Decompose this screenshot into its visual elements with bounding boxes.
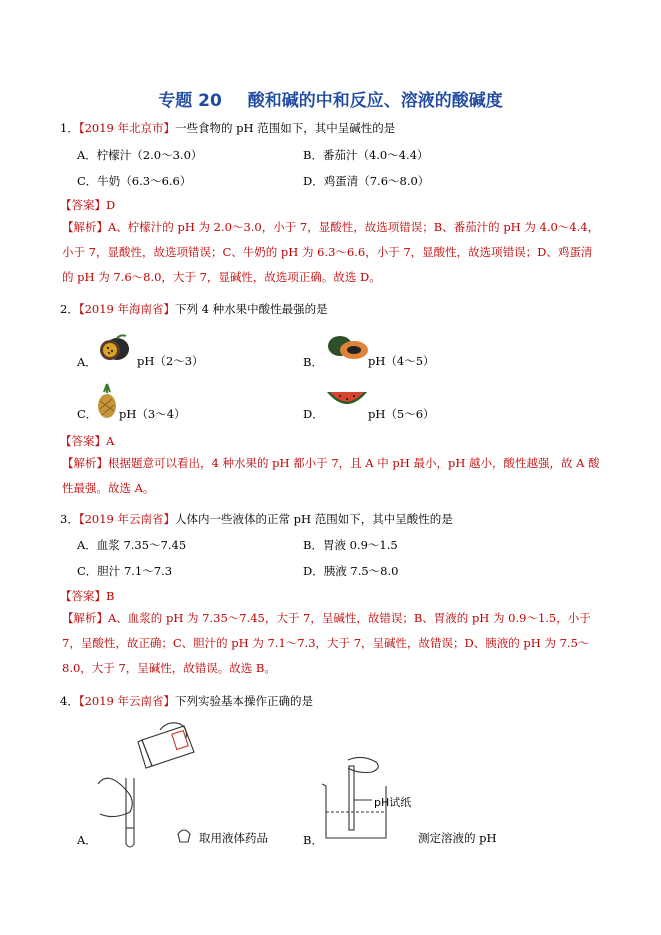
q3-answer-value: B [106, 589, 115, 603]
watermelon-image [325, 386, 369, 414]
q4-number: 4． [60, 694, 79, 708]
q1-option-c: C．牛奶（6.3～6.6） [77, 174, 192, 188]
q2-source-tag: 【2019 年海南省】 [78, 302, 175, 316]
q3-analysis-text: A、血浆的 pH 为 7.35～7.45，大于 7，呈碱性，故错误；B、胃液的 pH 为 0.9～1.5，小于 7，呈酸性，故正确；C、胆汁的 pH 为 7.1～7.3，大于 7，呈碱性，故错误；D、胰液的 pH 为 7.5～8.0，大于 7，呈碱性，故错误。故选 B。 [62, 611, 591, 675]
q2-answer [60, 433, 114, 449]
q2-option-b-ph: pH（4～5） [368, 354, 435, 368]
papaya-image [326, 333, 370, 363]
q1-source-tag: 【2019 年北京市】 [78, 121, 175, 135]
q3-option-c: C．胆汁 7.1～7.3 [77, 564, 173, 578]
q1-analysis [62, 215, 602, 290]
q4-option-a-letter: A． [77, 833, 97, 847]
q3-answer-label: 【答案】 [60, 589, 106, 603]
q4-option-a-caption: 取用液体药品 [199, 831, 268, 845]
q4-source-tag: 【2019 年云南省】 [78, 694, 175, 708]
q3-stem-text: 人体内一些液体的正常 pH 范围如下，其中呈酸性的是 [175, 512, 453, 526]
q1-analysis-text: A、柠檬汁的 pH 为 2.0～3.0，小于 7，显酸性，故选项错误；B、番茄汁的 pH 为 4.0～4.4，小于 7，显酸性，故选项错误；C、牛奶的 pH 为 6.3～6.6，小于 7，显酸性，故选项错误；D、鸡蛋清的 pH 为 7.6～8.0，大于 7，显碱性，故选项正确。故选 D。 [62, 220, 600, 284]
q1-number: 1． [60, 121, 79, 135]
q2-analysis-label: 【解析】 [62, 456, 108, 470]
q2-answer-label: 【答案】 [60, 434, 106, 448]
q2-analysis [62, 451, 602, 501]
q1-answer [60, 197, 115, 213]
q4-stem [60, 693, 313, 709]
q2-stem [60, 301, 328, 317]
q4-option-b-caption: 测定溶液的 pH [418, 831, 497, 845]
q2-option-b-letter: B． [303, 355, 323, 369]
q2-number: 2． [60, 302, 79, 316]
q4-option-b-letter: B． [303, 833, 323, 847]
title-text: 酸和碱的中和反应、溶液的酸碱度 [247, 91, 503, 111]
q3-option-a: A．血浆 7.35～7.45 [77, 538, 187, 552]
q1-stem [60, 120, 395, 136]
q3-analysis [62, 606, 602, 681]
q1-option-a: A．柠檬汁（2.0～3.0） [77, 148, 203, 162]
q1-option-d: D．鸡蛋清（7.6～8.0） [303, 174, 430, 188]
q2-answer-value: A [106, 434, 115, 448]
q1-analysis-label: 【解析】 [62, 220, 108, 234]
q2-option-c-ph: pH（3～4） [119, 407, 186, 421]
q3-answer [60, 588, 114, 604]
pouring-liquid-illustration [90, 718, 210, 850]
passion-fruit-image [93, 333, 135, 363]
page-title [0, 86, 661, 111]
q2-option-d-ph: pH（5～6） [368, 407, 435, 421]
q3-source-tag: 【2019 年云南省】 [78, 512, 175, 526]
q2-option-a-ph: pH（2～3） [137, 354, 204, 368]
title-prefix: 专题 20 [158, 91, 222, 111]
q1-answer-label: 【答案】 [60, 198, 106, 212]
q2-option-c-letter: C． [77, 407, 98, 421]
q1-answer-value: D [106, 198, 116, 212]
q1-stem-text: 一些食物的 pH 范围如下，其中呈碱性的是 [175, 121, 396, 135]
q3-number: 3． [60, 512, 79, 526]
q2-option-a-letter: A． [77, 355, 97, 369]
ph-paper-label: pH试纸 [374, 796, 412, 809]
q2-option-d-letter: D． [303, 407, 324, 421]
q2-stem-text: 下列 4 种水果中酸性最强的是 [175, 302, 328, 316]
q3-analysis-label: 【解析】 [62, 611, 108, 625]
q2-analysis-text: 根据题意可以看出，4 种水果的 pH 都小于 7，且 A 中 pH 最小，pH 越小，酸性越强，故 A 酸性最强。故选 A。 [62, 456, 600, 495]
q4-stem-text: 下列实验基本操作正确的是 [175, 694, 313, 708]
q3-stem [60, 511, 453, 527]
q1-option-b: B．番茄汁（4.0～4.4） [303, 148, 429, 162]
pineapple-image [94, 383, 120, 419]
q3-option-b: B．胃液 0.9～1.5 [303, 538, 398, 552]
q3-option-d: D．胰液 7.5～8.0 [303, 564, 399, 578]
